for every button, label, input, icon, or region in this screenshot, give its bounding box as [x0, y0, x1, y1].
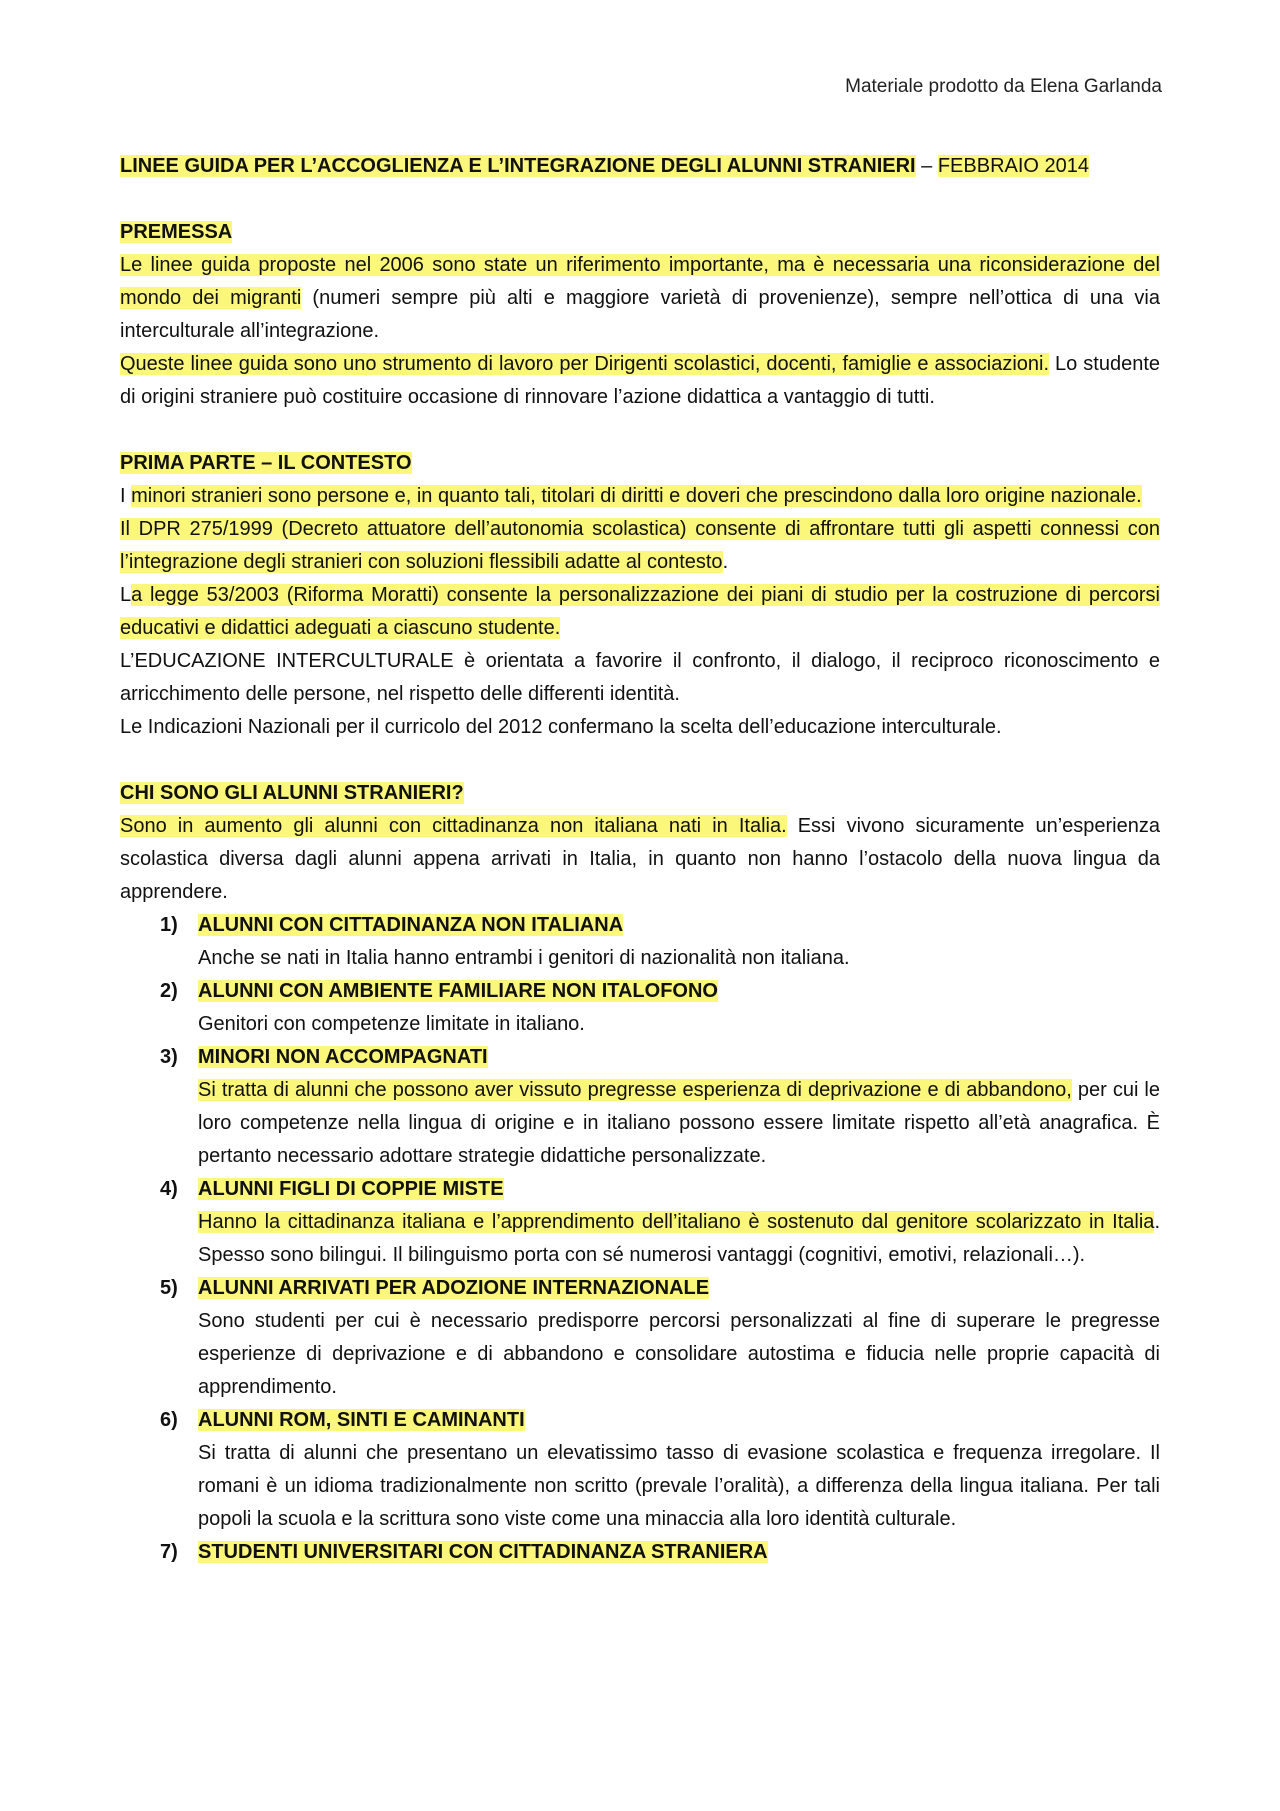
list-number: 1) [160, 914, 178, 936]
list-item-title: ALUNNI ARRIVATI PER ADOZIONE INTERNAZIONALE [198, 1277, 710, 1299]
list-number: 2) [160, 980, 178, 1002]
section-heading: PRIMA PARTE – IL CONTESTO [120, 452, 412, 474]
list-item-body: Hanno la cittadinanza italiana e l’apprendimento dell’italiano è sostenuto dal genitore scolarizzato in Italia. Spesso sono bilingui. Il bilinguismo porta con sé numerosi vantaggi (cognitivi, emotivi, relazionali…). [198, 1211, 1160, 1266]
list-item [120, 1536, 1160, 1569]
list-item-body: Anche se nati in Italia hanno entrambi i genitori di nazionalità non italiana. [198, 947, 850, 969]
list-item-title: MINORI NON ACCOMPAGNATI [198, 1046, 488, 1068]
list-item-body: Genitori con competenze limitate in italiano. [198, 1013, 585, 1035]
section-heading: PREMESSA [120, 221, 233, 243]
list-item [120, 1404, 1160, 1536]
list-item-body: Si tratta di alunni che presentano un elevatissimo tasso di evasione scolastica e frequenza irregolare. Il romani è un idioma tradizionalmente non scritto (prevale l’oralità), a differenza della lingua italiana. Per tali popoli la scuola e la scrittura sono viste come una minaccia alla loro identità culturale. [198, 1442, 1160, 1530]
section-contesto [120, 447, 1160, 744]
list-number: 4) [160, 1178, 178, 1200]
list-item [120, 1272, 1160, 1404]
paragraph: Queste linee guida sono uno strumento di lavoro per Dirigenti scolastici, docenti, famiglie e associazioni. Lo studente di origini straniere può costituire occasione di rinnovare l’azione didattica a vantaggio di tutti. [120, 353, 1161, 408]
list-item-title: ALUNNI CON CITTADINANZA NON ITALIANA [198, 914, 624, 936]
paragraph: Le Indicazioni Nazionali per il curricolo del 2012 confermano la scelta dell’educazione interculturale. [120, 716, 1002, 738]
student-category-list [120, 909, 1160, 1569]
title-main: LINEE GUIDA PER L’ACCOGLIENZA E L’INTEGRAZIONE DEGLI ALUNNI STRANIERI [120, 155, 916, 177]
paragraph: La legge 53/2003 (Riforma Moratti) consente la personalizzazione dei piani di studio per la costruzione di percorsi educativi e didattici adeguati a ciascuno studente. [120, 584, 1160, 639]
list-number: 7) [160, 1541, 178, 1563]
paragraph: Sono in aumento gli alunni con cittadinanza non italiana nati in Italia. Essi vivono sicuramente un’esperienza scolastica diversa dagli alunni appena arrivati in Italia, in quanto non hanno l’ostacolo della nuova lingua da apprendere. [120, 815, 1160, 903]
document-body [120, 150, 1160, 1569]
paragraph: L’EDUCAZIONE INTERCULTURALE è orientata a favorire il confronto, il dialogo, il reciproco riconoscimento e arricchimento delle persone, nel rispetto delle differenti identità. [120, 650, 1160, 705]
title-separator: – [915, 155, 938, 177]
list-item-body: Si tratta di alunni che possono aver vissuto pregresse esperienza di deprivazione e di abbandono, per cui le loro competenze nella lingua di origine e in italiano possono essere limitate rispetto all’età anagrafica. È pertanto necessario adottare strategie didattiche personalizzate. [198, 1079, 1160, 1167]
list-item [120, 975, 1160, 1041]
section-premessa [120, 216, 1160, 414]
list-item-title: ALUNNI FIGLI DI COPPIE MISTE [198, 1178, 504, 1200]
list-item-body: Sono studenti per cui è necessario predisporre percorsi personalizzati al fine di superare le pregresse esperienze di deprivazione e di abbandono e consolidare autostima e fiducia nelle proprie capacità di apprendimento. [198, 1310, 1160, 1398]
list-number: 5) [160, 1277, 178, 1299]
title-date: FEBBRAIO 2014 [937, 155, 1090, 177]
list-item [120, 1041, 1160, 1173]
list-number: 3) [160, 1046, 178, 1068]
list-item-title: ALUNNI ROM, SINTI E CAMINANTI [198, 1409, 525, 1431]
paragraph: I minori stranieri sono persone e, in quanto tali, titolari di diritti e doveri che prescindono dalla loro origine nazionale. [120, 485, 1142, 507]
list-number: 6) [160, 1409, 178, 1431]
list-item-title: ALUNNI CON AMBIENTE FAMILIARE NON ITALOFONO [198, 980, 718, 1002]
list-item [120, 1173, 1160, 1272]
section-heading: CHI SONO GLI ALUNNI STRANIERI? [120, 782, 464, 804]
document-title [120, 150, 1160, 183]
list-item [120, 909, 1160, 975]
paragraph: Il DPR 275/1999 (Decreto attuatore dell’autonomia scolastica) consente di affrontare tutti gli aspetti connessi con l’integrazione degli stranieri con soluzioni flessibili adatte al contesto. [120, 518, 1160, 573]
list-item-title: STUDENTI UNIVERSITARI CON CITTADINANZA STRANIERA [198, 1541, 768, 1563]
page-header: Materiale prodotto da Elena Garlanda [845, 76, 1162, 97]
section-alunni [120, 777, 1160, 1569]
paragraph: Le linee guida proposte nel 2006 sono state un riferimento importante, ma è necessaria una riconsiderazione del mondo dei migranti (numeri sempre più alti e maggiore varietà di provenienze), sempre nell’ottica di una via interculturale all’integrazione. [120, 254, 1160, 342]
